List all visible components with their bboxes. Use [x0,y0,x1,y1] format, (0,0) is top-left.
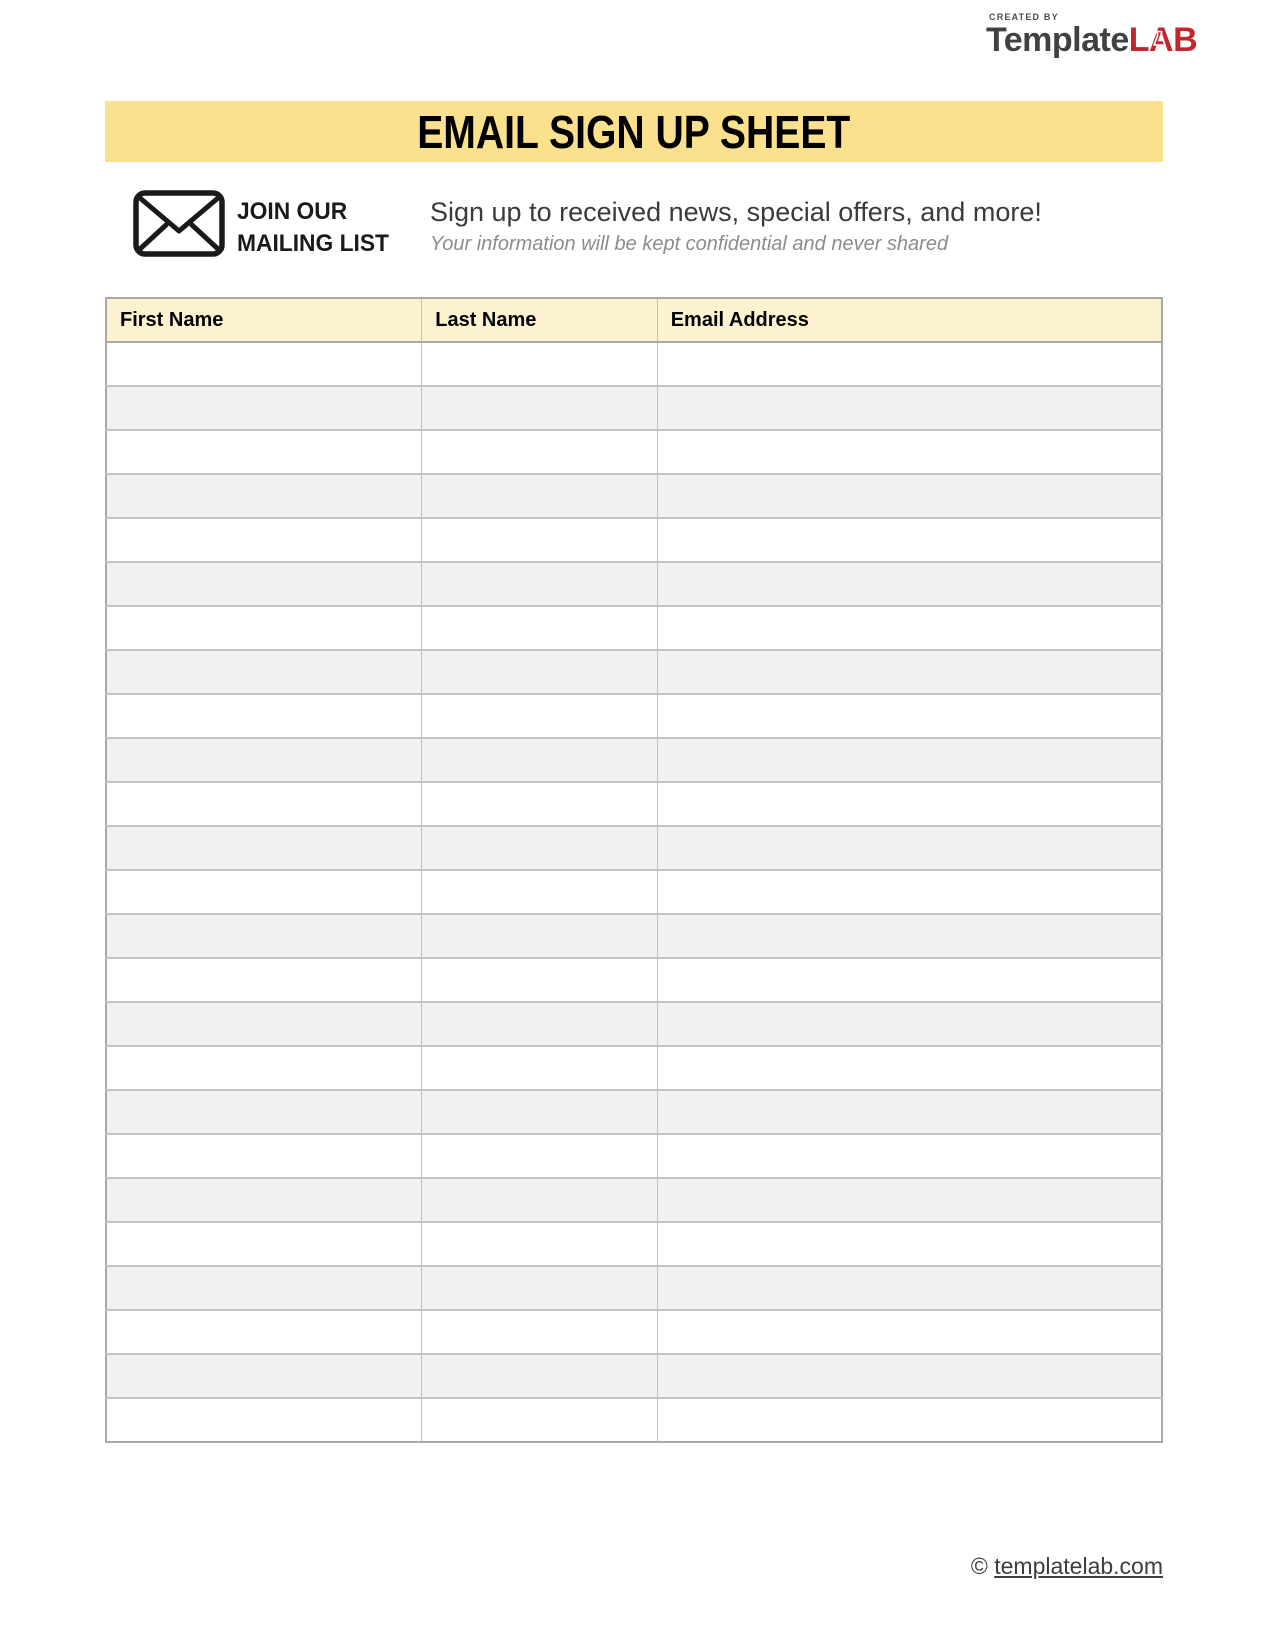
table-cell[interactable] [657,694,1162,738]
mailing-list-label [237,196,389,260]
table-cell[interactable] [657,650,1162,694]
table-cell[interactable] [422,430,657,474]
intro-text-block [430,197,1090,256]
table-cell[interactable] [657,958,1162,1002]
table-row [106,518,1162,562]
table-cell[interactable] [657,738,1162,782]
table-row [106,386,1162,430]
table-cell[interactable] [106,386,422,430]
table-row [106,1178,1162,1222]
copyright-symbol: © [970,1553,988,1579]
table-cell[interactable] [106,1134,422,1178]
table-row [106,870,1162,914]
table-cell[interactable] [657,606,1162,650]
table-cell[interactable] [422,342,657,386]
table-cell[interactable] [657,430,1162,474]
table-cell[interactable] [657,1090,1162,1134]
table-cell[interactable] [422,1398,657,1442]
table-row [106,650,1162,694]
created-by-label: CREATED BY [989,12,1059,22]
signup-table-body [106,342,1162,1442]
table-row [106,474,1162,518]
logo-wordmark [986,22,1206,58]
table-cell[interactable] [106,738,422,782]
table-cell[interactable] [106,518,422,562]
table-cell[interactable] [106,1002,422,1046]
table-cell[interactable] [422,738,657,782]
table-cell[interactable] [657,1222,1162,1266]
table-cell[interactable] [106,870,422,914]
table-cell[interactable] [657,474,1162,518]
title-banner [105,101,1163,162]
table-cell[interactable] [422,694,657,738]
table-row [106,1046,1162,1090]
table-cell[interactable] [657,826,1162,870]
table-cell[interactable] [422,562,657,606]
table-cell[interactable] [106,826,422,870]
table-cell[interactable] [106,1310,422,1354]
table-cell[interactable] [657,1398,1162,1442]
table-row [106,1090,1162,1134]
table-row [106,562,1162,606]
column-header-email-address: Email Address [657,298,1162,342]
table-cell[interactable] [422,1222,657,1266]
table-row [106,1310,1162,1354]
table-cell[interactable] [657,1266,1162,1310]
table-cell[interactable] [657,562,1162,606]
table-cell[interactable] [106,606,422,650]
mailing-list-line2: MAILING LIST [237,230,389,257]
table-cell[interactable] [106,650,422,694]
table-cell[interactable] [657,518,1162,562]
table-cell[interactable] [422,826,657,870]
page-title: EMAIL SIGN UP SHEET [417,105,851,158]
table-cell[interactable] [106,1398,422,1442]
table-row [106,606,1162,650]
table-cell[interactable] [422,1266,657,1310]
table-cell[interactable] [657,342,1162,386]
column-header-last-name: Last Name [422,298,657,342]
table-cell[interactable] [657,914,1162,958]
table-cell[interactable] [106,694,422,738]
table-cell[interactable] [657,1354,1162,1398]
table-cell[interactable] [422,1046,657,1090]
table-cell[interactable] [106,958,422,1002]
signup-table [105,297,1163,1443]
table-cell[interactable] [106,782,422,826]
table-row [106,1002,1162,1046]
table-cell[interactable] [657,1002,1162,1046]
table-cell[interactable] [106,342,422,386]
table-row [106,738,1162,782]
templatelab-link[interactable]: templatelab.com [994,1553,1163,1579]
table-cell[interactable] [657,386,1162,430]
flask-icon [1153,30,1166,47]
table-cell[interactable] [422,1354,657,1398]
table-row [106,342,1162,386]
table-row [106,826,1162,870]
mailing-list-line1: JOIN OUR [237,198,348,225]
table-cell[interactable] [422,870,657,914]
table-cell[interactable] [106,562,422,606]
table-cell[interactable] [422,518,657,562]
table-cell[interactable] [422,1178,657,1222]
table-cell[interactable] [657,1046,1162,1090]
table-cell[interactable] [657,782,1162,826]
table-row [106,430,1162,474]
table-cell[interactable] [106,1222,422,1266]
table-cell[interactable] [422,958,657,1002]
table-cell[interactable] [422,606,657,650]
header-row [106,298,1162,342]
templatelab-logo [986,12,1206,58]
table-cell[interactable] [106,474,422,518]
table-row [106,1134,1162,1178]
envelope-icon [132,189,226,258]
table-cell[interactable] [422,1090,657,1134]
table-header [106,298,1162,342]
table-row [106,1266,1162,1310]
table-cell[interactable] [422,650,657,694]
logo-template-text: Template [986,21,1129,59]
table-cell[interactable] [657,870,1162,914]
footer [105,1553,1163,1580]
table-cell[interactable] [106,430,422,474]
table-cell[interactable] [422,914,657,958]
table-cell[interactable] [106,1266,422,1310]
table-cell[interactable] [657,1178,1162,1222]
table-cell[interactable] [106,1046,422,1090]
table-cell[interactable] [106,914,422,958]
table-row [106,782,1162,826]
table-cell[interactable] [422,386,657,430]
table-cell[interactable] [106,1178,422,1222]
table-row [106,694,1162,738]
table-cell[interactable] [422,1002,657,1046]
signup-headline: Sign up to received news, special offers, and more! [430,197,1042,227]
table-row [106,958,1162,1002]
table-cell[interactable] [422,782,657,826]
table-cell[interactable] [422,1310,657,1354]
table-cell[interactable] [422,474,657,518]
column-header-first-name: First Name [106,298,422,342]
table-row [106,1222,1162,1266]
confidentiality-note: Your information will be kept confidential and never shared [430,233,949,255]
logo-lab-text: LAB [1128,21,1198,59]
table-cell[interactable] [657,1310,1162,1354]
table-row [106,914,1162,958]
table-cell[interactable] [657,1134,1162,1178]
table-cell[interactable] [422,1134,657,1178]
table-cell[interactable] [106,1354,422,1398]
table-row [106,1354,1162,1398]
table-row [106,1398,1162,1442]
table-cell[interactable] [106,1090,422,1134]
